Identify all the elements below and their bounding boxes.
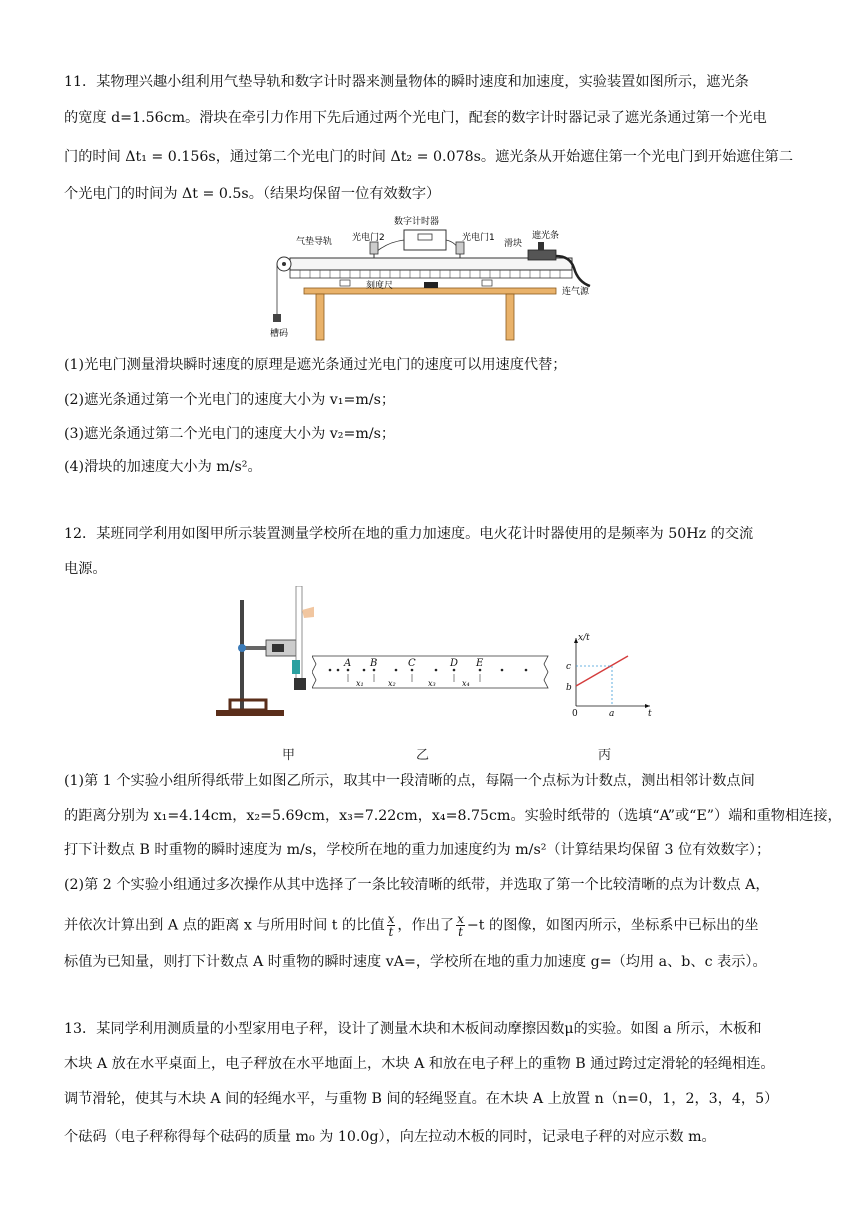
q12-line-1: 12．某班同学利用如图甲所示装置测量学校所在地的重力加速度。电火花计时器使用的是频率为 50Hz 的交流: [64, 526, 754, 542]
label-gate-1: 光电门1: [462, 233, 495, 243]
caption-bing: 丙: [598, 748, 612, 763]
q13-line-1: 13．某同学利用测质量的小型家用电子秤，设计了测量木块和木板间动摩擦因数μ的实验。如图 a 所示，木板和: [64, 1021, 762, 1037]
q12-p2b-pre: 并依次计算出到 A 点的距离 x 与所用时间 t 的比值: [64, 917, 385, 934]
fraction-x-over-t-2: $\frac{x}{t}$: [457, 912, 464, 939]
graph-x-axis-label: t: [648, 709, 652, 718]
q11-part-4: (4)滑块的加速度大小为 m/s²。: [64, 459, 262, 475]
q11-part-3: (3)遮光条通过第二个光电门的速度大小为 v₂=m/s；: [64, 426, 396, 442]
q11-part-2: (2)遮光条通过第一个光电门的速度大小为 v₁=m/s；: [64, 392, 396, 408]
tape-x2: x₂: [388, 679, 396, 688]
q12-part1-line-a: (1)第 1 个实验小组所得纸带上如图乙所示，取其中一段清晰的点，每隔一个点标为计数点，测出相邻计数点间: [64, 773, 755, 789]
q13-line-2: 木块 A 放在水平桌面上，电子秤放在水平地面上，木块 A 和放在电子秤上的重物 B 通过跨过定滑轮的轻绳相连。: [64, 1056, 775, 1072]
graph-c-label: c: [566, 662, 572, 672]
q12-part2-line-c: 标值为已知量，则打下计数点 A 时重物的瞬时速度 vA=，学校所在地的重力加速度 g=（均用 a、b、c 表示）。: [64, 954, 767, 970]
caption-yi: 乙: [416, 748, 430, 763]
label-air-source: 连气源: [562, 287, 590, 297]
tape-label-c: C: [408, 658, 416, 669]
graph-origin-label: 0: [572, 709, 578, 718]
label-digital-timer: 数字计时器: [394, 217, 440, 227]
label-air-track: 气垫导轨: [296, 237, 333, 247]
q12-line-2: 电源。: [64, 561, 107, 577]
label-shade-strip: 遮光条: [532, 231, 560, 241]
q11-part-1: (1)光电门测量滑块瞬时速度的原理是遮光条通过光电门的速度可以用速度代替；: [64, 357, 567, 373]
fraction-x-over-t: $\frac{x}{t}$: [387, 912, 395, 939]
caption-jia: 甲: [282, 748, 296, 763]
q12-part2-line-b: [64, 913, 800, 938]
q13-line-4: 个砝码（电子秤称得每个砝码的质量 m₀ 为 10.0g），向左拉动木板的同时，记录电子秤的对应示数 m。: [64, 1129, 716, 1145]
label-weight: 槽码: [270, 329, 289, 339]
tape-x4: x₄: [462, 679, 470, 688]
tape-x3: x₃: [428, 679, 436, 688]
q13-line-3: 调节滑轮，使其与木块 A 间的轻绳水平，与重物 B 间的轻绳竖直。在木块 A 上放置 n（n=0，1，2，3，4，5）: [64, 1091, 779, 1107]
air-track-apparatus-figure: [270, 212, 600, 342]
q12-part1-line-b: 的距离分别为 x₁=4.14cm，x₂=5.69cm，x₃=7.22cm，x₄=8.75cm。实验时纸带的（选填“A”或“E”）端和重物相连接，: [64, 808, 842, 824]
graph-b-label: b: [566, 683, 572, 693]
q11-line-1: 11．某物理兴趣小组利用气垫导轨和数字计时器来测量物体的瞬时速度和加速度，实验装置如图所示，遮光条: [64, 74, 749, 90]
tape-label-e: E: [476, 658, 484, 669]
graph-a-label: a: [609, 709, 615, 718]
label-ruler: 刻度尺: [366, 281, 394, 291]
q12-part1-line-c: 打下计数点 B 时重物的瞬时速度为 m/s，学校所在地的重力加速度约为 m/s²（计算结果均保留 3 位有效数字）；: [64, 842, 771, 858]
tape-label-d: D: [450, 658, 459, 669]
q12-p2b-mid2: −t 的图像，如图丙所示，坐标系中已标出的坐: [466, 917, 759, 934]
q12-part2-line-a: (2)第 2 个实验小组通过多次操作从其中选择了一条比较清晰的纸带，并选取了第一个比较清晰的点为计数点 A，: [64, 877, 770, 893]
label-slider: 滑块: [504, 239, 523, 249]
figure-bing-graph: [562, 632, 658, 718]
figure-yi-tape: [312, 652, 552, 700]
q11-line-2: 的宽度 d=1.56cm。滑块在牵引力作用下先后通过两个光电门，配套的数字计时器记录了遮光条通过第一个光电: [64, 110, 767, 126]
figure-jia-stand: [214, 586, 314, 738]
graph-y-axis-label: x/t: [578, 633, 590, 643]
q11-line-4: 个光电门的时间为 Δt = 0.5s。（结果均保留一位有效数字）: [64, 186, 441, 202]
tape-x1: x₁: [356, 679, 364, 688]
q11-line-3: 门的时间 Δt₁ = 0.156s，通过第二个光电门的时间 Δt₂ = 0.078s。遮光条从开始遮住第一个光电门到开始遮住第二: [64, 149, 794, 165]
label-gate-2: 光电门2: [352, 233, 385, 243]
q12-p2b-mid: ，作出了: [397, 917, 455, 934]
tape-label-b: B: [370, 658, 378, 669]
tape-label-a: A: [344, 658, 352, 669]
